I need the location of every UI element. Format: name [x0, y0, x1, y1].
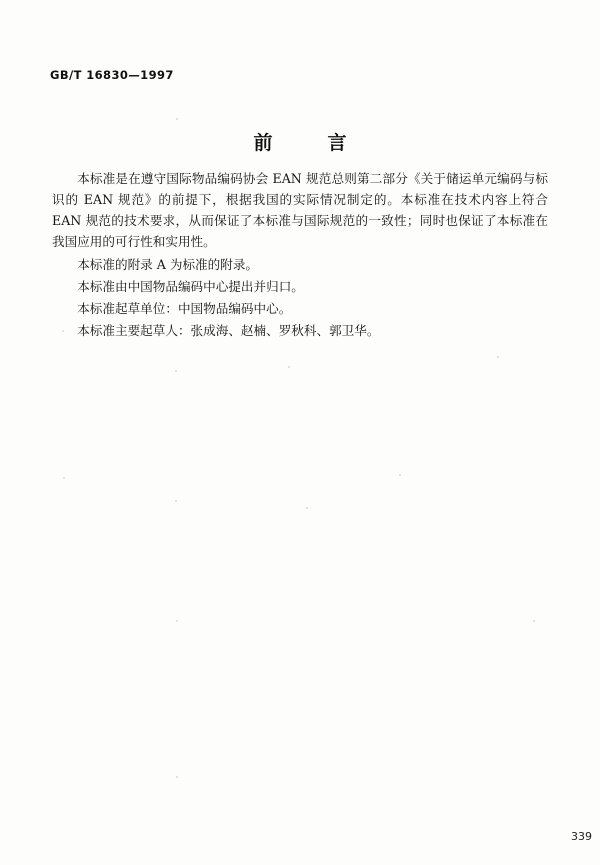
paragraph: 本标准由中国物品编码中心提出并归口。	[77, 279, 304, 294]
paragraph: 本标准的附录 A 为标准的附录。	[77, 257, 259, 272]
paragraph: 本标准起草单位：中国物品编码中心。	[77, 301, 292, 316]
page-number: 339	[571, 830, 592, 843]
paragraph: 本标准主要起草人：张成海、赵楠、罗秋科、郭卫华。	[77, 323, 380, 338]
page-content-area	[50, 40, 550, 830]
foreword-body	[52, 168, 548, 342]
paragraph: 本标准是在遵守国际物品编码协会 EAN 规范总则第二部分《关于储运单元编码与标识的 EAN 规范》的前提下，根据我国的实际情况制定的。本标准在技术内容上符合 EAN 规范的技术要求，从而保证了本标准与国际规范的一致性；同时也保证了本标准在我国应用的可行性和实用性。	[52, 171, 548, 249]
standard-number: GB/T 16830—1997	[50, 68, 174, 82]
page-title: 前 言	[253, 132, 365, 154]
